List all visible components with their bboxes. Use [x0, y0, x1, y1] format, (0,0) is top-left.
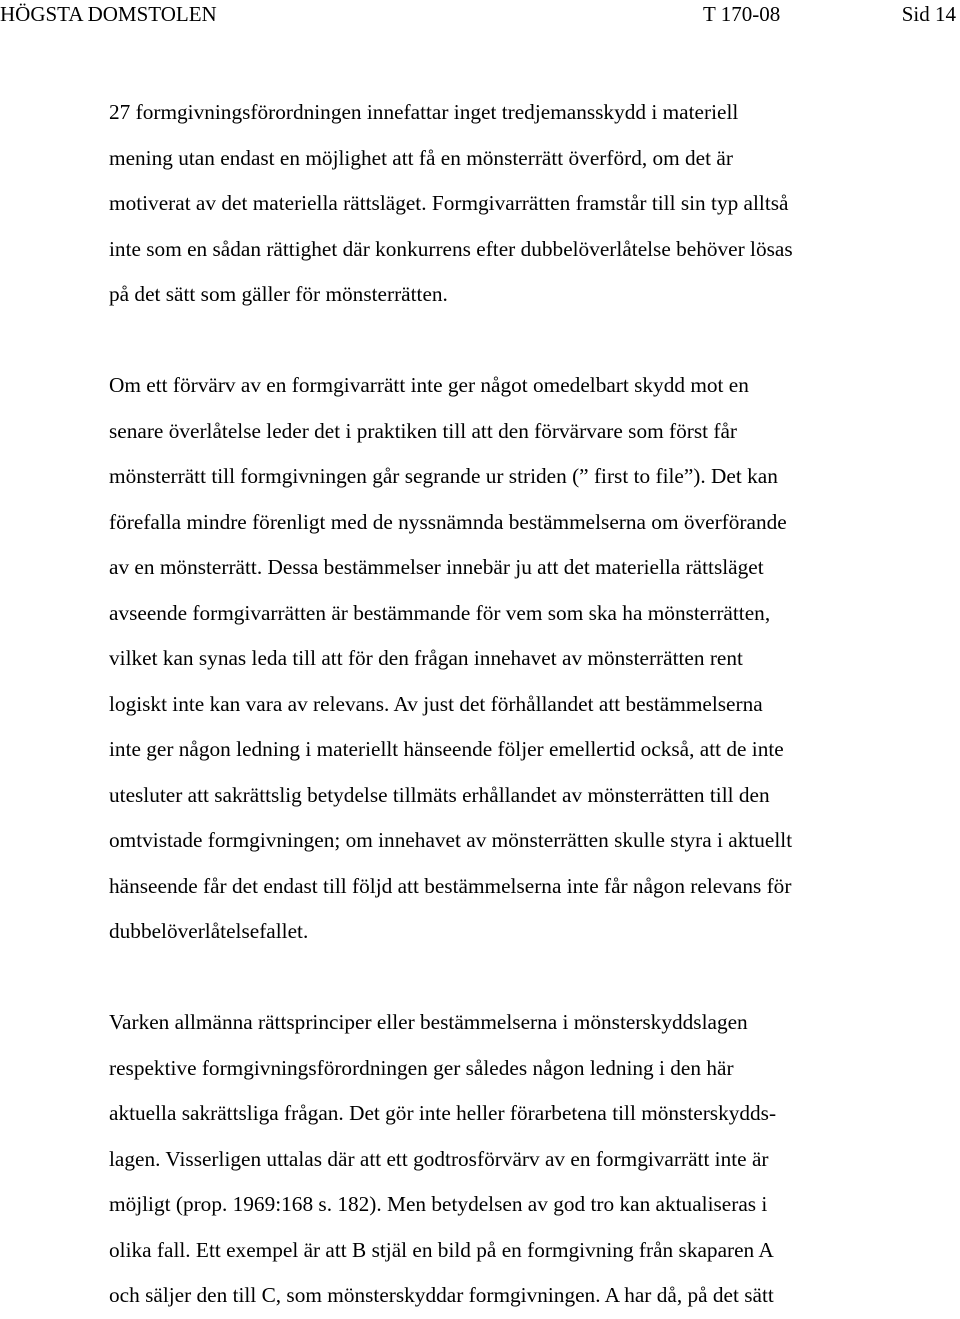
text-line: och säljer den till C, som mönsterskyddar formgivningen. A har då, på det sätt	[109, 1283, 774, 1307]
text-line: omtvistade formgivningen; om innehavet av mönsterrätten skulle styra i aktuellt	[109, 828, 793, 852]
text-line: hänseende får det endast till följd att bestämmelserna inte får någon relevans för	[109, 873, 792, 898]
text-line: motiverat av det materiella rättsläget. Formgivarrätten framstår till sin typ alltså	[109, 191, 789, 215]
court-name: HÖGSTA DOMSTOLEN	[0, 2, 217, 26]
text-line: logiskt inte kan vara av relevans. Av just det förhållandet att bestämmelserna	[109, 691, 763, 716]
paragraph-2	[109, 363, 955, 955]
text-line: på det sätt som gäller för mönsterrätten.	[109, 282, 448, 306]
text-line: Om ett förvärv av en formgivarrätt inte ger något omedelbart skydd mot en	[109, 373, 749, 397]
paragraph-1	[109, 90, 955, 318]
case-number: T 170-08	[703, 2, 781, 26]
text-line: inte som en sådan rättighet där konkurrens efter dubbelöverlåtelse behöver lösas	[109, 236, 793, 261]
text-line: av en mönsterrätt. Dessa bestämmelser innebär ju att det materiella rättsläget	[109, 555, 764, 579]
paragraph-spacer	[109, 955, 955, 1001]
text-line: lagen. Visserligen uttalas där att ett godtrosförvärv av en formgivarrätt inte är	[109, 1146, 769, 1171]
document-body	[109, 90, 955, 1319]
page-header	[0, 0, 960, 30]
text-line: utesluter att sakrättslig betydelse tillmäts erhållandet av mönsterrätten till den	[109, 782, 770, 807]
text-line: respektive formgivningsförordningen ger således någon ledning i den här	[109, 1055, 734, 1080]
text-line: 27 formgivningsförordningen innefattar inget tredjemansskydd i materiell	[109, 100, 739, 124]
paragraph-3	[109, 1000, 955, 1319]
text-line: aktuella sakrättsliga frågan. Det gör inte heller förarbetena till mönsterskydds-	[109, 1101, 777, 1125]
text-line: senare överlåtelse leder det i praktiken till att den förvärvare som först får	[109, 418, 737, 443]
text-line: avseende formgivarrätten är bestämmande för vem som ska ha mönsterrätten,	[109, 600, 771, 625]
paragraph-spacer	[109, 318, 955, 364]
page-number: Sid 14	[901, 2, 956, 26]
text-line: mening utan endast en möjlighet att få en mönsterrätt överförd, om det är	[109, 145, 733, 170]
text-line: förefalla mindre förenligt med de nyssnämnda bestämmelserna om överförande	[109, 509, 787, 534]
text-line: dubbelöverlåtelsefallet.	[109, 919, 309, 943]
text-line: vilket kan synas leda till att för den frågan innehavet av mönsterrätten rent	[109, 646, 743, 670]
text-line: möjligt (prop. 1969:168 s. 182). Men betydelsen av god tro kan aktualiseras i	[109, 1192, 768, 1216]
text-line: Varken allmänna rättsprinciper eller bestämmelserna i mönsterskyddslagen	[109, 1010, 748, 1034]
text-line: mönsterrätt till formgivningen går segrande ur striden (” first to file”). Det kan	[109, 464, 778, 488]
text-line: inte ger någon ledning i materiellt hänseende följer emellertid också, att de inte	[109, 737, 784, 761]
text-line: olika fall. Ett exempel är att B stjäl en bild på en formgivning från skaparen A	[109, 1237, 774, 1262]
